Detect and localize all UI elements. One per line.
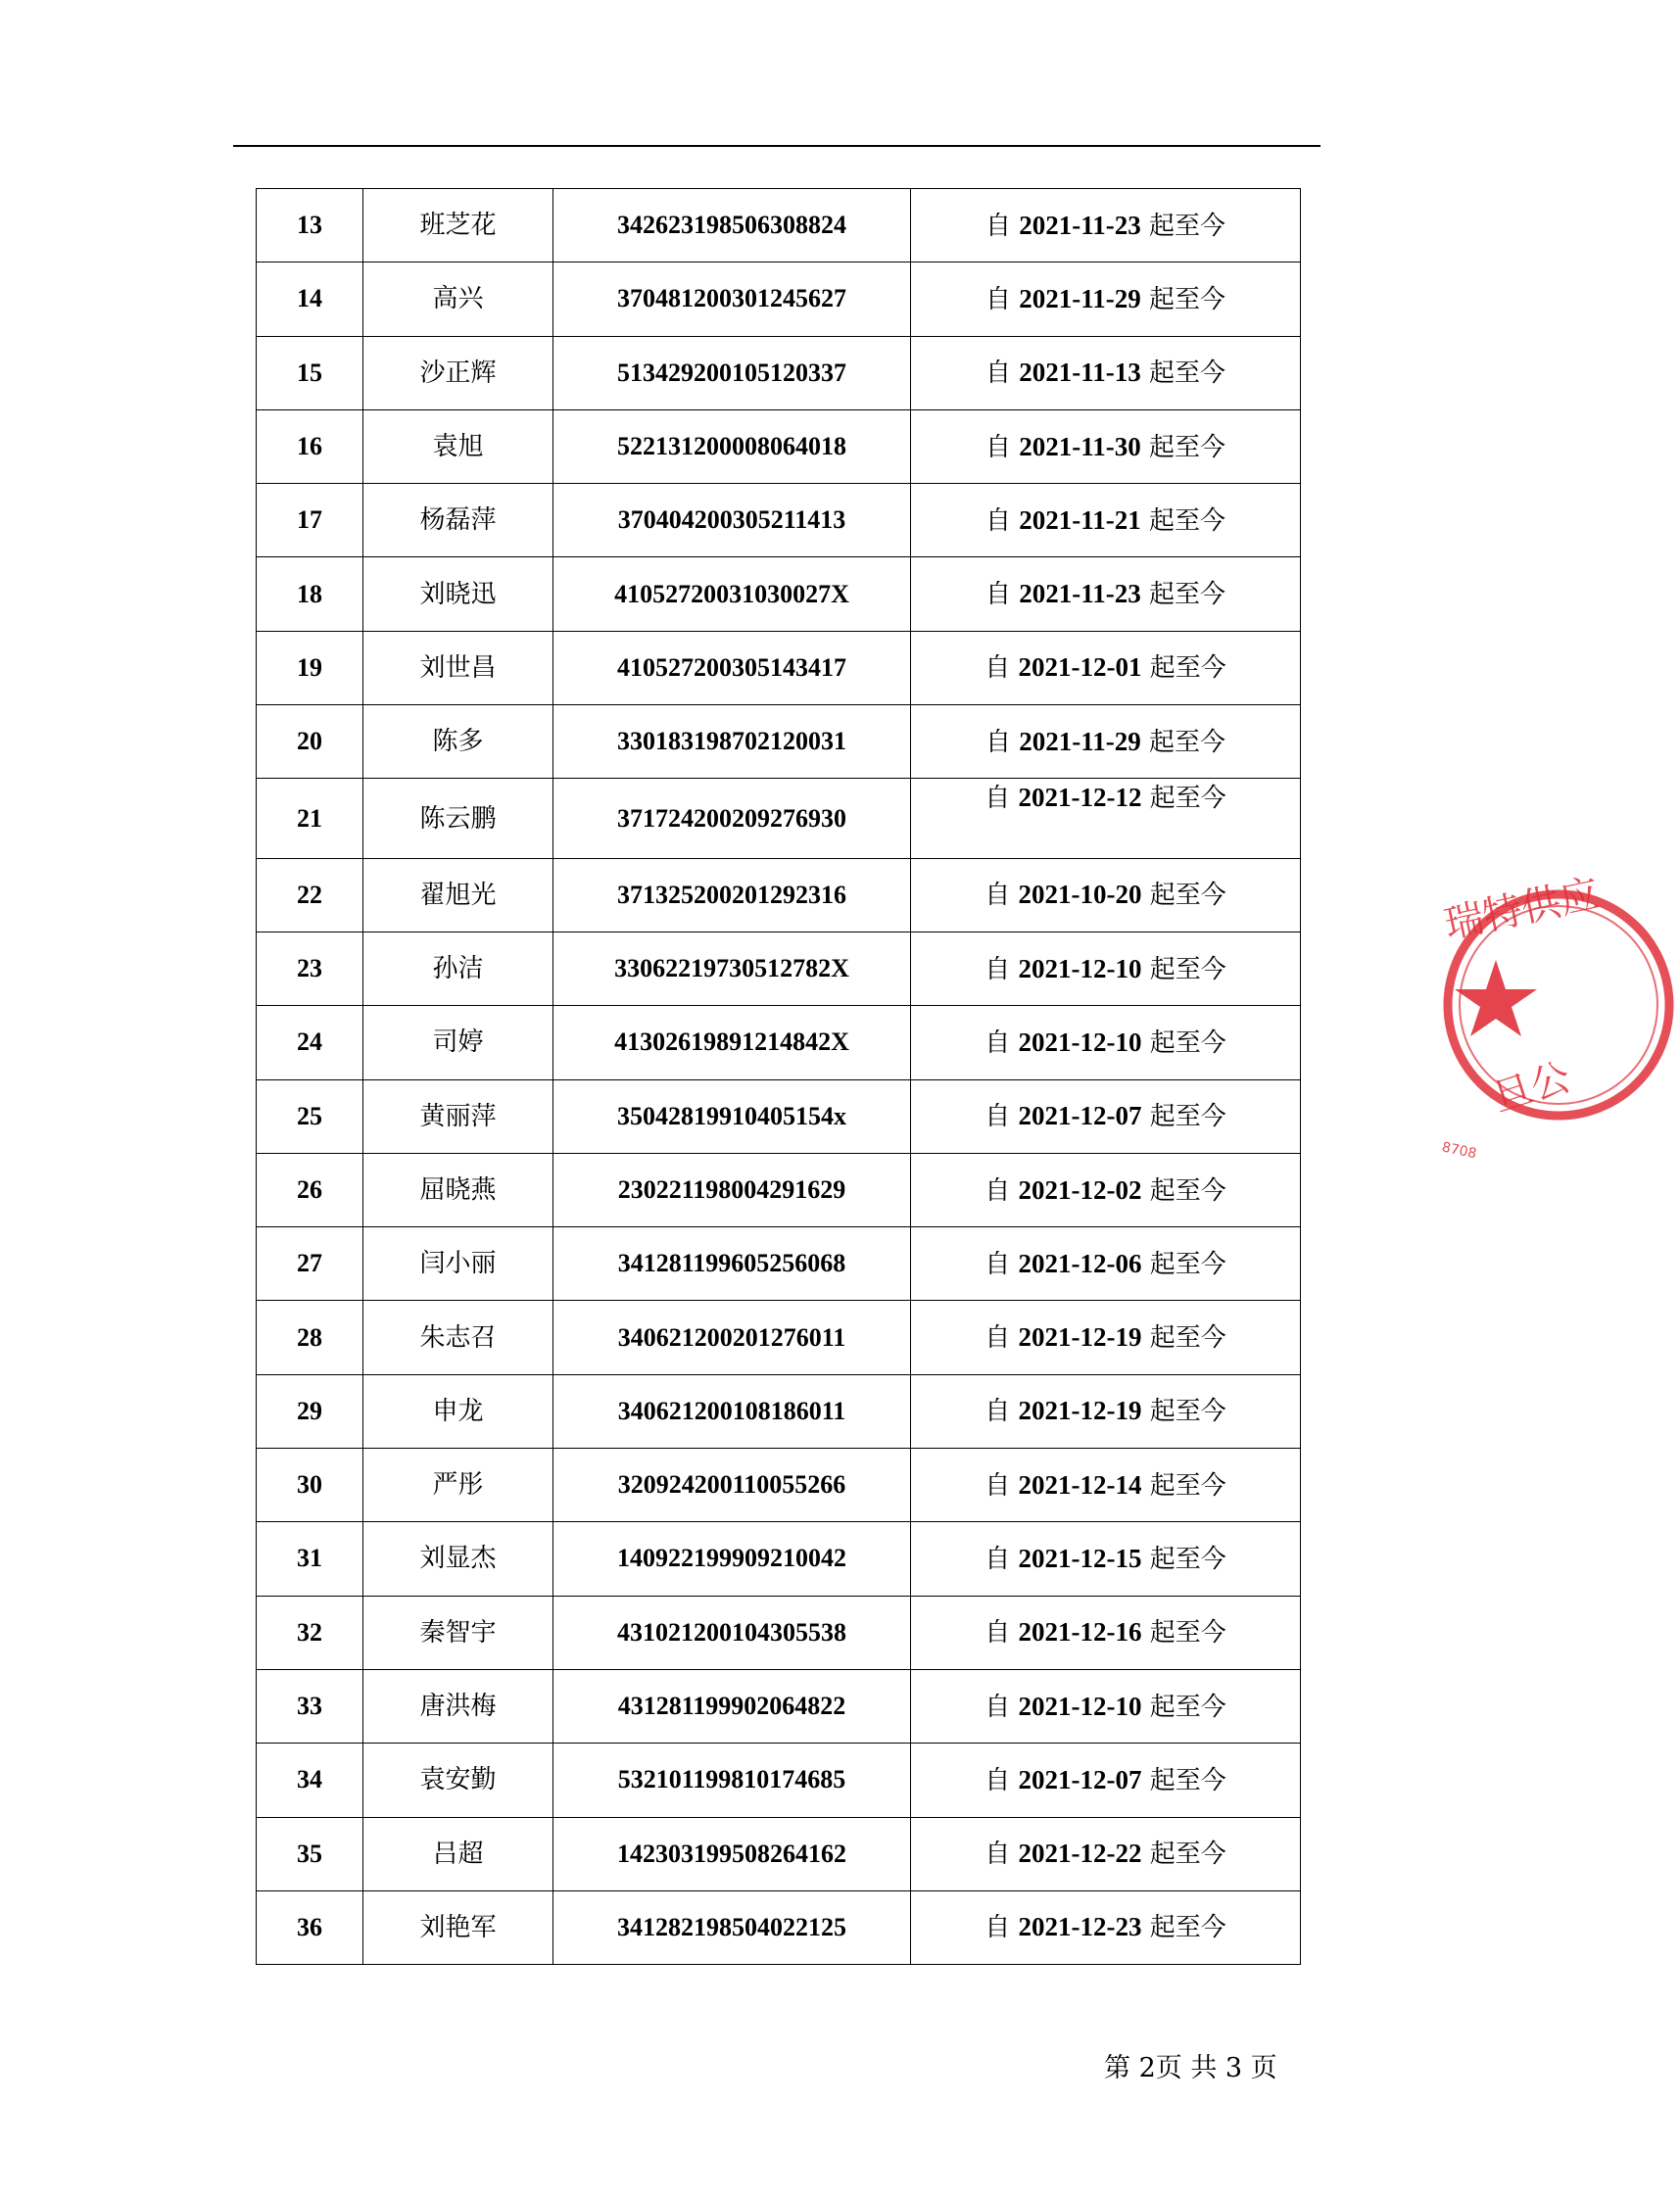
id-number: 341282198504022125 bbox=[553, 1890, 911, 1964]
start-date-cell bbox=[911, 557, 1301, 631]
person-name: 陈多 bbox=[363, 705, 553, 779]
roster-table bbox=[256, 188, 1301, 1965]
start-date-cell bbox=[911, 1669, 1301, 1743]
date-suffix: 起至今 bbox=[1140, 727, 1226, 757]
person-name: 唐洪梅 bbox=[363, 1669, 553, 1743]
person-name: 秦智宇 bbox=[363, 1596, 553, 1669]
start-date: 2021-12-07 bbox=[1018, 1764, 1142, 1794]
row-number: 31 bbox=[257, 1522, 363, 1596]
date-prefix: 自 bbox=[984, 1692, 1019, 1722]
date-prefix: 自 bbox=[984, 211, 1020, 241]
start-date-cell bbox=[911, 1890, 1301, 1964]
table-row bbox=[257, 705, 1301, 779]
person-name: 刘艳军 bbox=[363, 1890, 553, 1964]
date-prefix: 自 bbox=[984, 1913, 1019, 1943]
table-row bbox=[257, 1596, 1301, 1669]
table-row bbox=[257, 779, 1301, 858]
id-number: 341281199605256068 bbox=[553, 1227, 911, 1301]
table-row bbox=[257, 557, 1301, 631]
date-suffix: 起至今 bbox=[1141, 784, 1226, 814]
date-suffix: 起至今 bbox=[1140, 359, 1226, 389]
start-date: 2021-12-14 bbox=[1018, 1469, 1142, 1500]
date-prefix: 自 bbox=[984, 653, 1019, 684]
person-name: 朱志召 bbox=[363, 1301, 553, 1374]
person-name: 屈晓燕 bbox=[363, 1153, 553, 1226]
date-prefix: 自 bbox=[984, 784, 1019, 814]
date-suffix: 起至今 bbox=[1141, 1692, 1226, 1722]
date-prefix: 自 bbox=[984, 505, 1020, 536]
start-date-cell bbox=[911, 409, 1301, 483]
date-prefix: 自 bbox=[984, 1544, 1019, 1574]
row-number: 22 bbox=[257, 858, 363, 932]
row-number: 23 bbox=[257, 932, 363, 1005]
row-number: 24 bbox=[257, 1006, 363, 1079]
id-number: 371325200201292316 bbox=[553, 858, 911, 932]
id-number: 140922199909210042 bbox=[553, 1522, 911, 1596]
start-date: 2021-12-15 bbox=[1018, 1543, 1142, 1573]
row-number: 33 bbox=[257, 1669, 363, 1743]
table-row bbox=[257, 1079, 1301, 1153]
start-date-cell bbox=[911, 1079, 1301, 1153]
table-row bbox=[257, 1744, 1301, 1817]
start-date: 2021-12-07 bbox=[1018, 1101, 1142, 1131]
date-prefix: 自 bbox=[984, 1249, 1019, 1279]
table-row bbox=[257, 1890, 1301, 1964]
row-number: 28 bbox=[257, 1301, 363, 1374]
start-date: 2021-12-19 bbox=[1018, 1396, 1142, 1426]
id-number: 532101199810174685 bbox=[553, 1744, 911, 1817]
row-number: 35 bbox=[257, 1817, 363, 1890]
start-date: 2021-12-10 bbox=[1018, 1691, 1142, 1721]
seal-graphic bbox=[1435, 831, 1680, 1183]
date-suffix: 起至今 bbox=[1141, 1544, 1226, 1574]
date-prefix: 自 bbox=[984, 1397, 1019, 1427]
row-number: 21 bbox=[257, 779, 363, 858]
start-date-cell bbox=[911, 263, 1301, 336]
start-date-cell bbox=[911, 1301, 1301, 1374]
id-number: 33062219730512782X bbox=[553, 932, 911, 1005]
row-number: 16 bbox=[257, 409, 363, 483]
date-suffix: 起至今 bbox=[1141, 1028, 1226, 1058]
date-prefix: 自 bbox=[984, 1102, 1019, 1132]
id-number: 370404200305211413 bbox=[553, 484, 911, 557]
person-name: 吕超 bbox=[363, 1817, 553, 1890]
table-row bbox=[257, 1006, 1301, 1079]
id-number: 370481200301245627 bbox=[553, 263, 911, 336]
table-row bbox=[257, 484, 1301, 557]
date-prefix: 自 bbox=[984, 1840, 1019, 1870]
id-number: 340621200201276011 bbox=[553, 1301, 911, 1374]
start-date-cell bbox=[911, 1522, 1301, 1596]
row-number: 15 bbox=[257, 336, 363, 409]
date-suffix: 起至今 bbox=[1141, 1618, 1226, 1649]
id-number: 230221198004291629 bbox=[553, 1153, 911, 1226]
date-prefix: 自 bbox=[984, 1470, 1019, 1501]
start-date-cell bbox=[911, 1374, 1301, 1448]
id-number: 142303199508264162 bbox=[553, 1817, 911, 1890]
start-date-cell bbox=[911, 1744, 1301, 1817]
table-row bbox=[257, 336, 1301, 409]
date-prefix: 自 bbox=[984, 284, 1020, 314]
person-name: 沙正辉 bbox=[363, 336, 553, 409]
table-row bbox=[257, 189, 1301, 263]
seal-arc-text: 瑞特供应 bbox=[1440, 871, 1604, 948]
header-rule bbox=[233, 145, 1320, 147]
start-date: 2021-11-23 bbox=[1019, 210, 1141, 240]
start-date-cell bbox=[911, 1006, 1301, 1079]
start-date: 2021-11-29 bbox=[1019, 726, 1141, 756]
page-footer: 第 2页 共 3 页 bbox=[1104, 2053, 1277, 2083]
row-number: 17 bbox=[257, 484, 363, 557]
person-name: 班芝花 bbox=[363, 189, 553, 263]
seal-star-icon bbox=[1455, 960, 1537, 1036]
date-suffix: 起至今 bbox=[1140, 211, 1226, 241]
row-number: 26 bbox=[257, 1153, 363, 1226]
table-row bbox=[257, 932, 1301, 1005]
start-date-cell bbox=[911, 1596, 1301, 1669]
date-suffix: 起至今 bbox=[1141, 1249, 1226, 1279]
person-name: 翟旭光 bbox=[363, 858, 553, 932]
id-number: 320924200110055266 bbox=[553, 1449, 911, 1522]
seal-code-text: 8708 bbox=[1440, 1139, 1478, 1163]
start-date: 2021-12-22 bbox=[1018, 1839, 1142, 1869]
date-suffix: 起至今 bbox=[1141, 1175, 1226, 1206]
start-date-cell bbox=[911, 932, 1301, 1005]
id-number: 410527200305143417 bbox=[553, 631, 911, 704]
person-name: 袁安勤 bbox=[363, 1744, 553, 1817]
row-number: 32 bbox=[257, 1596, 363, 1669]
row-number: 25 bbox=[257, 1079, 363, 1153]
start-date-cell bbox=[911, 1449, 1301, 1522]
person-name: 陈云鹏 bbox=[363, 779, 553, 858]
start-date: 2021-11-21 bbox=[1019, 504, 1141, 535]
person-name: 杨磊萍 bbox=[363, 484, 553, 557]
date-prefix: 自 bbox=[984, 727, 1020, 757]
date-prefix: 自 bbox=[984, 1028, 1019, 1058]
id-number: 340621200108186011 bbox=[553, 1374, 911, 1448]
row-number: 19 bbox=[257, 631, 363, 704]
roster-body bbox=[257, 189, 1301, 1965]
table-row bbox=[257, 1669, 1301, 1743]
start-date-cell bbox=[911, 1227, 1301, 1301]
row-number: 14 bbox=[257, 263, 363, 336]
company-seal bbox=[1435, 831, 1604, 1183]
table-row bbox=[257, 409, 1301, 483]
table-row bbox=[257, 1522, 1301, 1596]
date-suffix: 起至今 bbox=[1141, 1470, 1226, 1501]
person-name: 高兴 bbox=[363, 263, 553, 336]
person-name: 袁旭 bbox=[363, 409, 553, 483]
date-suffix: 起至今 bbox=[1140, 284, 1226, 314]
person-name: 刘晓迅 bbox=[363, 557, 553, 631]
start-date: 2021-12-01 bbox=[1018, 652, 1142, 683]
row-number: 30 bbox=[257, 1449, 363, 1522]
id-number: 35042819910405154x bbox=[553, 1079, 911, 1153]
id-number: 431281199902064822 bbox=[553, 1669, 911, 1743]
table-row bbox=[257, 631, 1301, 704]
start-date: 2021-11-13 bbox=[1019, 358, 1141, 388]
date-prefix: 自 bbox=[984, 580, 1020, 610]
row-number: 18 bbox=[257, 557, 363, 631]
start-date: 2021-12-06 bbox=[1018, 1248, 1142, 1278]
row-number: 20 bbox=[257, 705, 363, 779]
id-number: 513429200105120337 bbox=[553, 336, 911, 409]
start-date: 2021-11-30 bbox=[1019, 431, 1141, 461]
date-prefix: 自 bbox=[984, 1765, 1019, 1795]
date-suffix: 起至今 bbox=[1141, 881, 1226, 911]
id-number: 522131200008064018 bbox=[553, 409, 911, 483]
start-date-cell bbox=[911, 779, 1301, 858]
table-row bbox=[257, 1449, 1301, 1522]
date-suffix: 起至今 bbox=[1141, 954, 1226, 984]
date-suffix: 起至今 bbox=[1140, 505, 1226, 536]
person-name: 黄丽萍 bbox=[363, 1079, 553, 1153]
id-number: 330183198702120031 bbox=[553, 705, 911, 779]
start-date-cell bbox=[911, 858, 1301, 932]
row-number: 36 bbox=[257, 1890, 363, 1964]
date-prefix: 自 bbox=[984, 432, 1020, 462]
person-name: 闫小丽 bbox=[363, 1227, 553, 1301]
table-row bbox=[257, 1227, 1301, 1301]
date-suffix: 起至今 bbox=[1141, 653, 1226, 684]
start-date: 2021-12-02 bbox=[1018, 1174, 1142, 1205]
table-row bbox=[257, 1301, 1301, 1374]
id-number: 431021200104305538 bbox=[553, 1596, 911, 1669]
person-name: 严彤 bbox=[363, 1449, 553, 1522]
date-prefix: 自 bbox=[984, 881, 1019, 911]
date-prefix: 自 bbox=[984, 1323, 1019, 1354]
row-number: 13 bbox=[257, 189, 363, 263]
row-number: 29 bbox=[257, 1374, 363, 1448]
start-date: 2021-12-10 bbox=[1018, 953, 1142, 983]
date-suffix: 起至今 bbox=[1141, 1913, 1226, 1943]
table-row bbox=[257, 1374, 1301, 1448]
person-name: 刘世昌 bbox=[363, 631, 553, 704]
date-suffix: 起至今 bbox=[1141, 1323, 1226, 1354]
row-number: 27 bbox=[257, 1227, 363, 1301]
date-prefix: 自 bbox=[984, 1618, 1019, 1649]
start-date-cell bbox=[911, 1153, 1301, 1226]
start-date: 2021-12-12 bbox=[1018, 783, 1142, 813]
start-date: 2021-12-23 bbox=[1018, 1912, 1142, 1942]
start-date-cell bbox=[911, 484, 1301, 557]
table-row bbox=[257, 1153, 1301, 1226]
start-date-cell bbox=[911, 189, 1301, 263]
start-date: 2021-11-23 bbox=[1019, 579, 1141, 609]
date-prefix: 自 bbox=[984, 1175, 1019, 1206]
start-date-cell bbox=[911, 631, 1301, 704]
table-row bbox=[257, 263, 1301, 336]
start-date: 2021-12-16 bbox=[1018, 1617, 1142, 1648]
table-row bbox=[257, 858, 1301, 932]
person-name: 司婷 bbox=[363, 1006, 553, 1079]
start-date: 2021-12-10 bbox=[1018, 1027, 1142, 1057]
date-suffix: 起至今 bbox=[1141, 1102, 1226, 1132]
date-suffix: 起至今 bbox=[1140, 580, 1226, 610]
date-prefix: 自 bbox=[984, 359, 1020, 389]
seal-bottom-text: 旦公 bbox=[1487, 1054, 1576, 1123]
start-date: 2021-12-19 bbox=[1018, 1322, 1142, 1353]
person-name: 孙洁 bbox=[363, 932, 553, 1005]
row-number: 34 bbox=[257, 1744, 363, 1817]
date-suffix: 起至今 bbox=[1141, 1765, 1226, 1795]
start-date-cell bbox=[911, 336, 1301, 409]
start-date: 2021-10-20 bbox=[1018, 880, 1142, 910]
person-name: 申龙 bbox=[363, 1374, 553, 1448]
start-date-cell bbox=[911, 705, 1301, 779]
date-suffix: 起至今 bbox=[1141, 1397, 1226, 1427]
date-suffix: 起至今 bbox=[1140, 432, 1226, 462]
person-name: 刘显杰 bbox=[363, 1522, 553, 1596]
date-prefix: 自 bbox=[984, 954, 1019, 984]
id-number: 371724200209276930 bbox=[553, 779, 911, 858]
table-row bbox=[257, 1817, 1301, 1890]
id-number: 41302619891214842X bbox=[553, 1006, 911, 1079]
id-number: 41052720031030027X bbox=[553, 557, 911, 631]
start-date: 2021-11-29 bbox=[1019, 283, 1141, 313]
start-date-cell bbox=[911, 1817, 1301, 1890]
id-number: 342623198506308824 bbox=[553, 189, 911, 263]
date-suffix: 起至今 bbox=[1141, 1840, 1226, 1870]
